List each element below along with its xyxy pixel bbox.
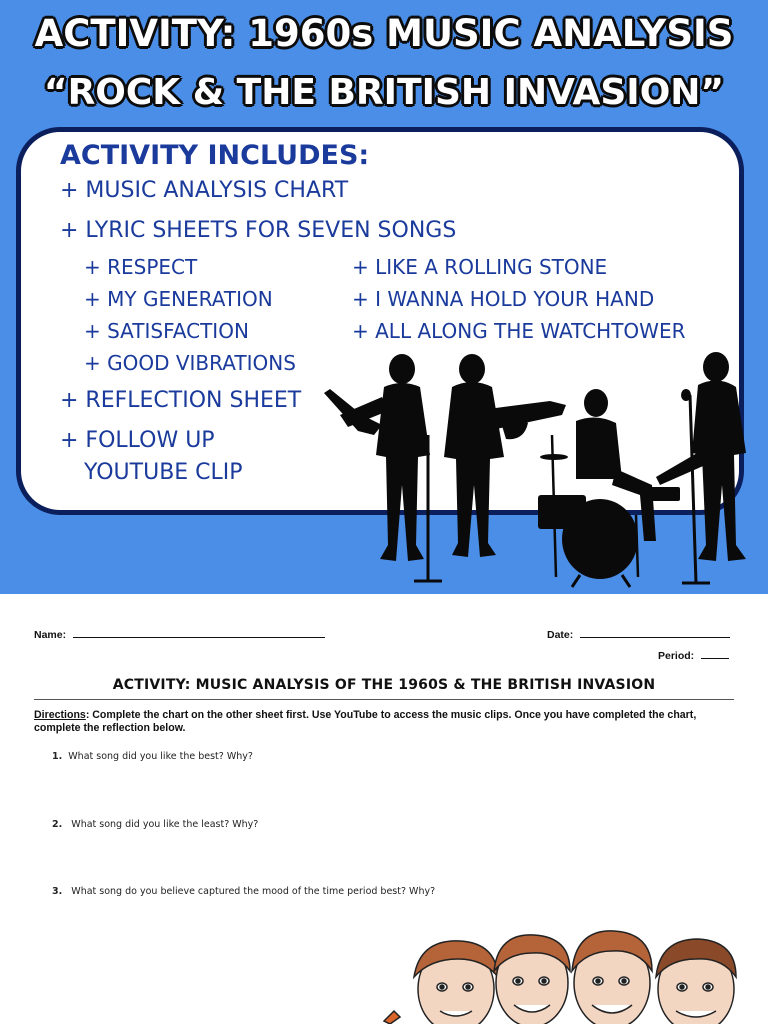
song-item-left: + RESPECT <box>84 255 198 279</box>
cover-title-line-2: “ROCK & THE BRITISH INVASION” <box>43 72 725 113</box>
question-text: What song did you like the best? Why? <box>68 751 253 762</box>
item-music-analysis-chart: + MUSIC ANALYSIS CHART <box>60 178 349 203</box>
directions-label: Directions <box>34 709 86 721</box>
song-item-right: + LIKE A ROLLING STONE <box>352 255 608 279</box>
song-item-right: + I WANNA HOLD YOUR HAND <box>352 287 655 311</box>
name-label: Name: <box>34 629 67 641</box>
worksheet-title-rest: : MUSIC ANALYSIS OF THE 1960S & THE BRITISH INVASION <box>184 677 656 693</box>
date-label: Date: <box>547 629 574 641</box>
worksheet-title-prefix: ACTIVITY <box>112 677 185 693</box>
song-item-left: + MY GENERATION <box>84 287 273 311</box>
question-3 <box>52 886 435 897</box>
worksheet-title <box>0 677 768 693</box>
band-silhouette-illustration <box>300 345 768 594</box>
title-divider <box>34 699 734 700</box>
date-blank-line[interactable] <box>580 629 730 638</box>
question-number: 3. <box>52 886 63 897</box>
directions-paragraph <box>34 709 734 735</box>
item-youtube-clip: YOUTUBE CLIP <box>84 460 243 485</box>
item-reflection-sheet: + REFLECTION SHEET <box>60 388 302 413</box>
item-lyric-sheets: + LYRIC SHEETS FOR SEVEN SONGS <box>60 218 457 243</box>
period-label: Period: <box>658 650 695 662</box>
name-blank-line[interactable] <box>73 629 325 638</box>
directions-text: : Complete the chart on the other sheet first. Use YouTube to access the music clips. Once you have completed the chart, complete the reflection below. <box>34 709 697 734</box>
song-item-right: + ALL ALONG THE WATCHTOWER <box>352 319 686 343</box>
band-caricature-illustration <box>380 925 768 1024</box>
period-field[interactable] <box>658 650 729 662</box>
question-text: What song do you believe captured the mood of the time period best? Why? <box>71 886 436 897</box>
question-number: 1. <box>52 751 63 762</box>
name-field[interactable] <box>34 629 325 641</box>
song-item-left: + GOOD VIBRATIONS <box>84 351 296 375</box>
question-1 <box>52 751 253 762</box>
date-field[interactable] <box>547 629 730 641</box>
question-number: 2. <box>52 819 63 830</box>
question-2 <box>52 819 258 830</box>
song-item-left: + SATISFACTION <box>84 319 249 343</box>
item-follow-up: + FOLLOW UP <box>60 428 215 453</box>
cover-title-line-1: ACTIVITY: 1960s MUSIC ANALYSIS <box>34 12 734 55</box>
question-text: What song did you like the least? Why? <box>71 819 259 830</box>
includes-heading: ACTIVITY INCLUDES: <box>60 140 370 171</box>
period-blank-line[interactable] <box>701 650 729 659</box>
